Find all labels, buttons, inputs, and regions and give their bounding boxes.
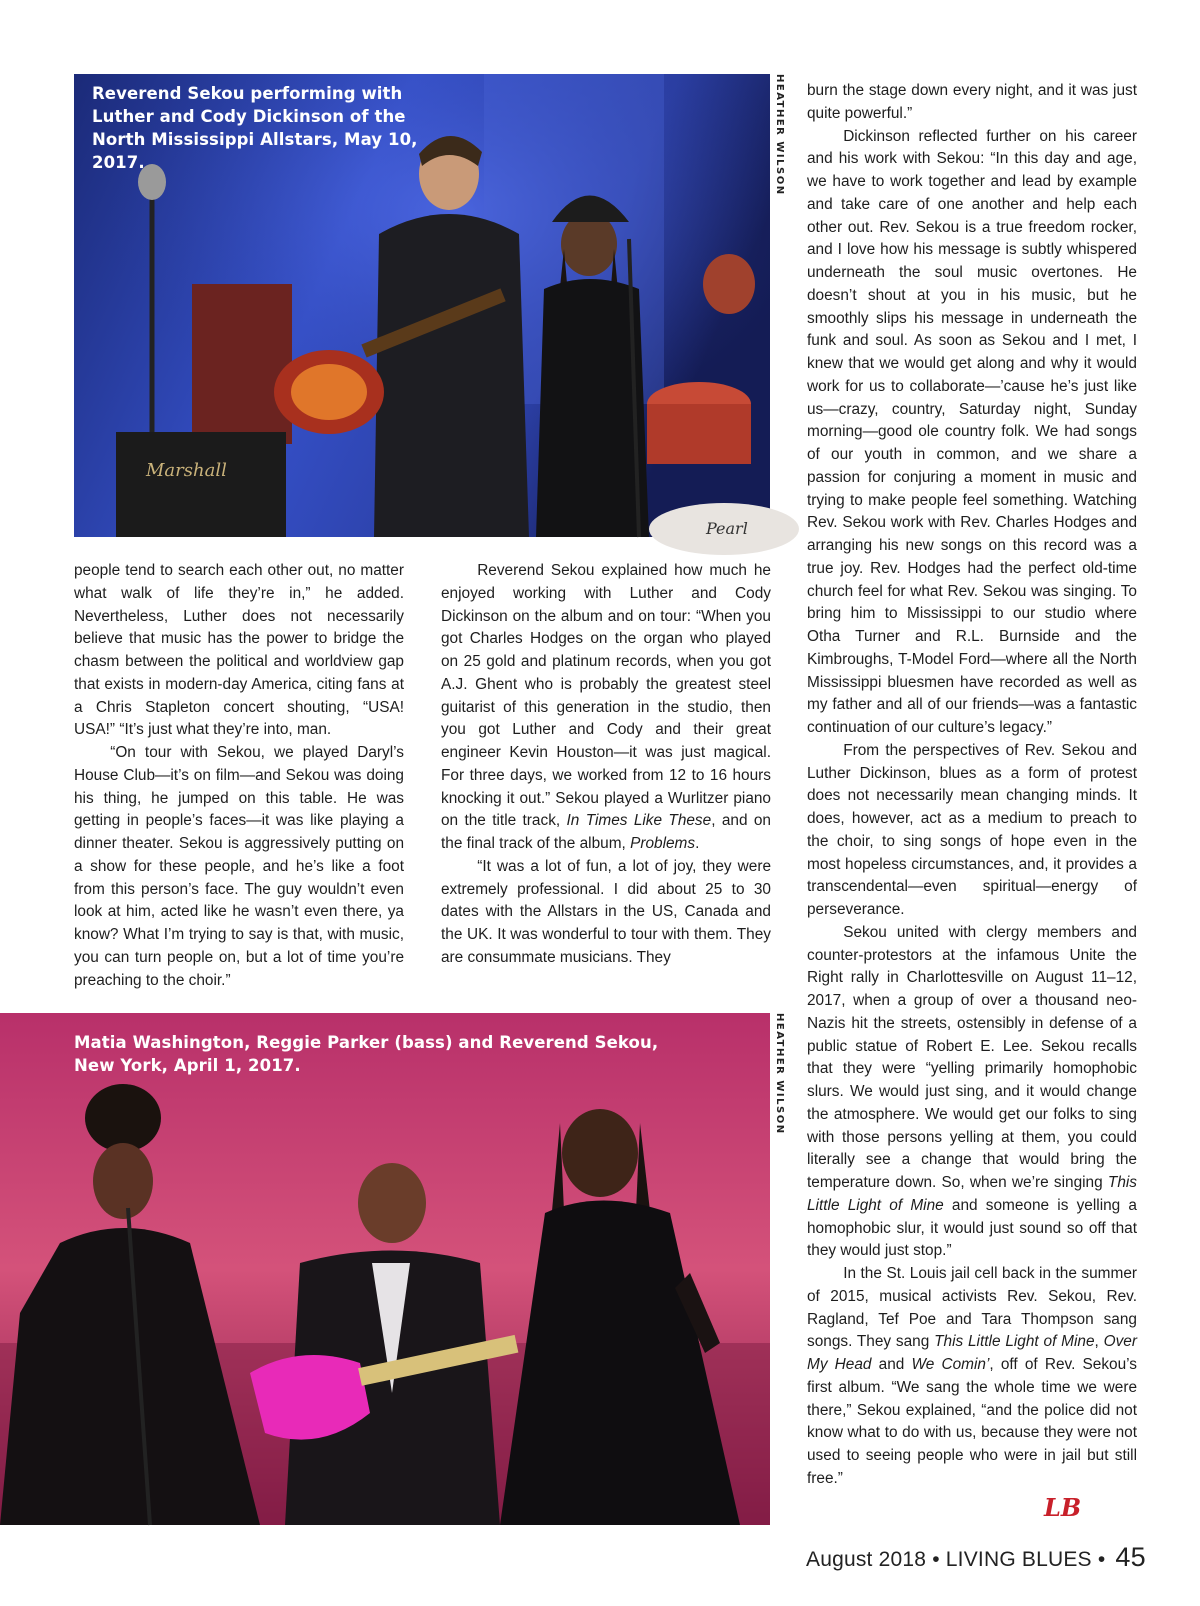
col3-p5-sep-2: and — [871, 1356, 912, 1373]
title-in-times-like-these: In Times Like These — [566, 812, 712, 830]
song-title-2: Over My Head — [807, 1333, 1137, 1373]
svg-text:Pearl: Pearl — [706, 519, 748, 538]
title-this-little-light: This Little Light of Mine — [807, 1174, 1137, 1214]
col1-paragraph-2: “On tour with Sekou, we played Daryl’s House Club—it’s on film—and Sekou was doing his thing, he jumped on this table. He was getting in people’s faces—it was like playing a dinner theater. Sekou is aggressively putting on a show for these people, and he’s like a foot from this person’s face. The guy wouldn’t even look at him, acted like he wasn’t even there, ya know? What I’m trying to say is that, with music, you can turn people on, but a lot of time you’re preaching to the choir.” — [74, 744, 404, 989]
photo-sekou-with-dickinsons — [74, 74, 770, 537]
col3-p4-text-b: and someone is yelling a homophobic slur, it would just sound so off that they would just stop.” — [807, 1196, 1137, 1260]
song-title-3: We Comin’ — [911, 1356, 990, 1373]
col3-paragraph-2: Dickinson reflected further on his career and his work with Sekou: “In this day and age, we have to work together and lead by example and take care of one another and help each other out. Rev. Sekou is a true freedom rocker, and I love how his message is subtly whispered underneath the soul music overtones. He doesn’t shout at you in his music, but he smoothly slips his message in underneath the funk and soul. As soon as Sekou and I met, I knew that we would get along and why it would work for us to collaborate—’cause he’s just like us—crazy, country, Saturday night, Sunday morning—good ole country folk. We had songs of our youth in common, and we share a passion for conjuring a moment in music and trying to make people feel something. Watching Rev. Sekou work with Rev. Charles Hodges and arranging his new songs on this record was a true joy. Rev. Hodges had the perfect old-time church feel for what Rev. Sekou was singing. To bring him to Mississippi to our studio where Otha Turner and R.L. Burnside and the Kimbroughs, T-Model Ford—where all the North Mississippi bluesmen have recorded as well as my father and all of our friends—was a fantastic continuation of our culture’s legacy.” — [807, 127, 1137, 736]
page-footer — [806, 1542, 1146, 1573]
living-blues-end-mark-icon — [1042, 1488, 1082, 1524]
col2-paragraph-2: “It was a lot of fun, a lot of joy, they were extremely professional. I did about 25 to 30 dates with the Allstars in the US, Canada and the UK. It was wonderful to tour with them. They are consummate musicians. They — [441, 857, 771, 966]
col3-paragraph-4 — [807, 922, 1137, 1263]
col2-paragraph-1 — [441, 560, 771, 856]
col2-text-a: Reverend Sekou explained how much he enjoyed working with Luther and Cody Dickinson on the album and on tour: “When you got Charles Hodges on the organ who played on 25 gold and platinum records, when you got A.J. Ghent who is probably the greatest steel guitarist of this generation in the studio, then you got Luther and Cody and their great engineer Kevin Houston—it was just magical. For three days, we worked from 12 to 16 hours knocking it out.” Sekou played a Wurlitzer piano on the title track, — [441, 562, 771, 830]
photo-washington-parker-sekou — [0, 1013, 770, 1525]
footer-bullet-2: • — [1097, 1548, 1106, 1571]
issue-date: August 2018 — [806, 1548, 927, 1571]
photo2-caption: Matia Washington, Reggie Parker (bass) and Reverend Sekou, New York, April 1, 2017. — [74, 1033, 659, 1075]
col1-paragraph-1: people tend to search each other out, no matter what walk of life they’re in,” he added. Nevertheless, Luther does not necessarily believe that music has the power to bridge the chasm between the political and worldview gap that exists in modern-day America, citing fans at a Chris Stapleton concert shouting, “USA! USA!” “It’s just what they’re into, man. — [74, 562, 404, 739]
photo2-credit: HEATHER WILSON — [774, 1013, 785, 1135]
col2-text-b: , and on the final track of the album, — [441, 812, 771, 852]
photo1-caption: Reverend Sekou performing with Luther and Cody Dickinson of the North Mississippi Allstars, May 10, 2017. — [92, 84, 418, 172]
col3-p5-text-b: , off of Rev. Sekou’s first album. “We sang the whole time we were there,” Sekou explained, “and the police did not know what to do with us, because they were not used to seeing people who were in jail but still free.” — [807, 1356, 1137, 1487]
col3-paragraph-3: From the perspectives of Rev. Sekou and Luther Dickinson, blues as a form of protest does not necessarily mean changing minds. It does, however, act as a medium to preach to the choir, to sing songs of hope even in the most hopeless circumstances, and, it provides a transcendental—even spiritual—energy of perseverance. — [807, 741, 1137, 918]
photo1-credit: HEATHER WILSON — [774, 74, 785, 196]
page-number: 45 — [1115, 1542, 1146, 1572]
col2-text-c: . — [695, 835, 700, 852]
col3-p5-text-a: In the St. Louis jail cell back in the summer of 2015, musical activists Rev. Sekou, Rev. Ragland, Tef Poe and Tara Thompson sang songs. They sang — [807, 1265, 1137, 1351]
col3-paragraph-1: burn the stage down every night, and it was just quite powerful.” — [807, 82, 1137, 122]
song-title-1: This Little Light of Mine — [934, 1333, 1095, 1351]
article-column-3 — [807, 80, 1137, 1491]
footer-bullet-1: • — [932, 1548, 940, 1571]
col3-p4-text-a: Sekou united with clergy members and counter-protestors at the infamous Unite the Right rally in Charlottesville on August 11–12, 2017, when a group of over a thousand neo-Nazis hit the streets, ostensibly in defense of a public statue of Robert E. Lee. Sekou recalls that they were “yelling primarily homophobic slurs. We would just sing, and it would change the atmosphere. We would get our folks to sing with those persons yelling at them, you could literally see a change that would bring the temperature down. So, when we’re singing — [807, 923, 1137, 1191]
end-mark-text: LB — [1044, 1493, 1082, 1522]
col3-paragraph-5 — [807, 1263, 1137, 1491]
article-column-1 — [74, 560, 404, 992]
magazine-name: LIVING BLUES — [945, 1548, 1092, 1571]
title-problems: Problems — [630, 835, 696, 852]
svg-text:Marshall: Marshall — [146, 460, 227, 481]
stage-photo-illustration-2 — [0, 1013, 770, 1525]
article-column-2 — [441, 560, 771, 970]
col3-p5-sep-1: , — [1094, 1333, 1104, 1351]
